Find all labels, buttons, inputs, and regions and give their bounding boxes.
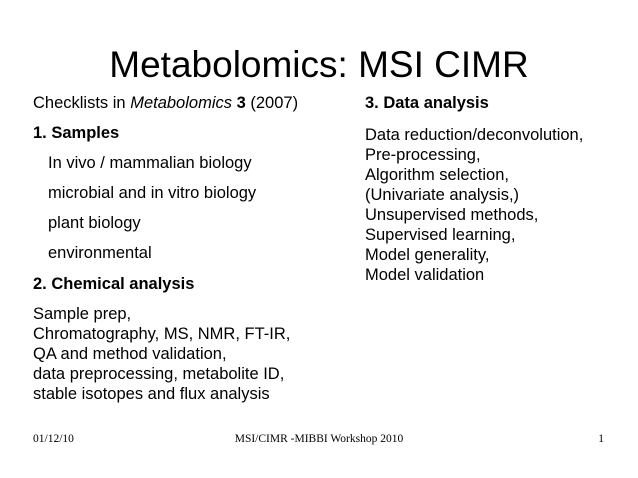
left-column	[33, 93, 353, 404]
section-chemical-heading: 2. Chemical analysis	[33, 275, 195, 293]
footer-event: MSI/CIMR -MIBBI Workshop 2010	[234, 433, 404, 445]
footer-page-number: 1	[598, 433, 604, 445]
data-analysis-text	[365, 125, 635, 285]
data-analysis-line: Model validation	[365, 266, 485, 284]
chemical-line: Chromatography, MS, NMR, FT-IR,	[33, 325, 291, 343]
data-analysis-line: (Univariate analysis,)	[365, 186, 520, 204]
samples-item: In vivo / mammalian biology	[48, 154, 252, 172]
chemical-line: data preprocessing, metabolite ID,	[33, 365, 285, 383]
section-samples-heading: 1. Samples	[33, 124, 120, 142]
intro-year: (2007)	[250, 94, 299, 112]
section-data-analysis-heading: 3. Data analysis	[365, 94, 489, 112]
chemical-line: stable isotopes and flux analysis	[33, 385, 270, 403]
data-analysis-line: Algorithm selection,	[365, 166, 509, 184]
samples-item: environmental	[48, 244, 152, 262]
intro-prefix: Checklists in	[33, 94, 131, 112]
chemical-analysis-text	[33, 304, 353, 404]
intro-volume: 3	[236, 94, 246, 112]
data-analysis-line: Supervised learning,	[365, 226, 516, 244]
chemical-line: QA and method validation,	[33, 345, 227, 363]
footer-date: 01/12/10	[33, 433, 74, 445]
samples-item: plant biology	[48, 214, 141, 232]
data-analysis-line: Unsupervised methods,	[365, 206, 539, 224]
intro-journal: Metabolomics	[130, 94, 232, 112]
chemical-line: Sample prep,	[33, 305, 132, 323]
right-column	[365, 93, 635, 285]
data-analysis-line: Pre-processing,	[365, 146, 481, 164]
samples-item: microbial and in vitro biology	[48, 184, 257, 202]
slide-title: Metabolomics: MSI CIMR	[109, 44, 529, 85]
checklist-intro	[33, 93, 353, 113]
data-analysis-line: Model generality,	[365, 246, 490, 264]
data-analysis-line: Data reduction/deconvolution,	[365, 126, 584, 144]
